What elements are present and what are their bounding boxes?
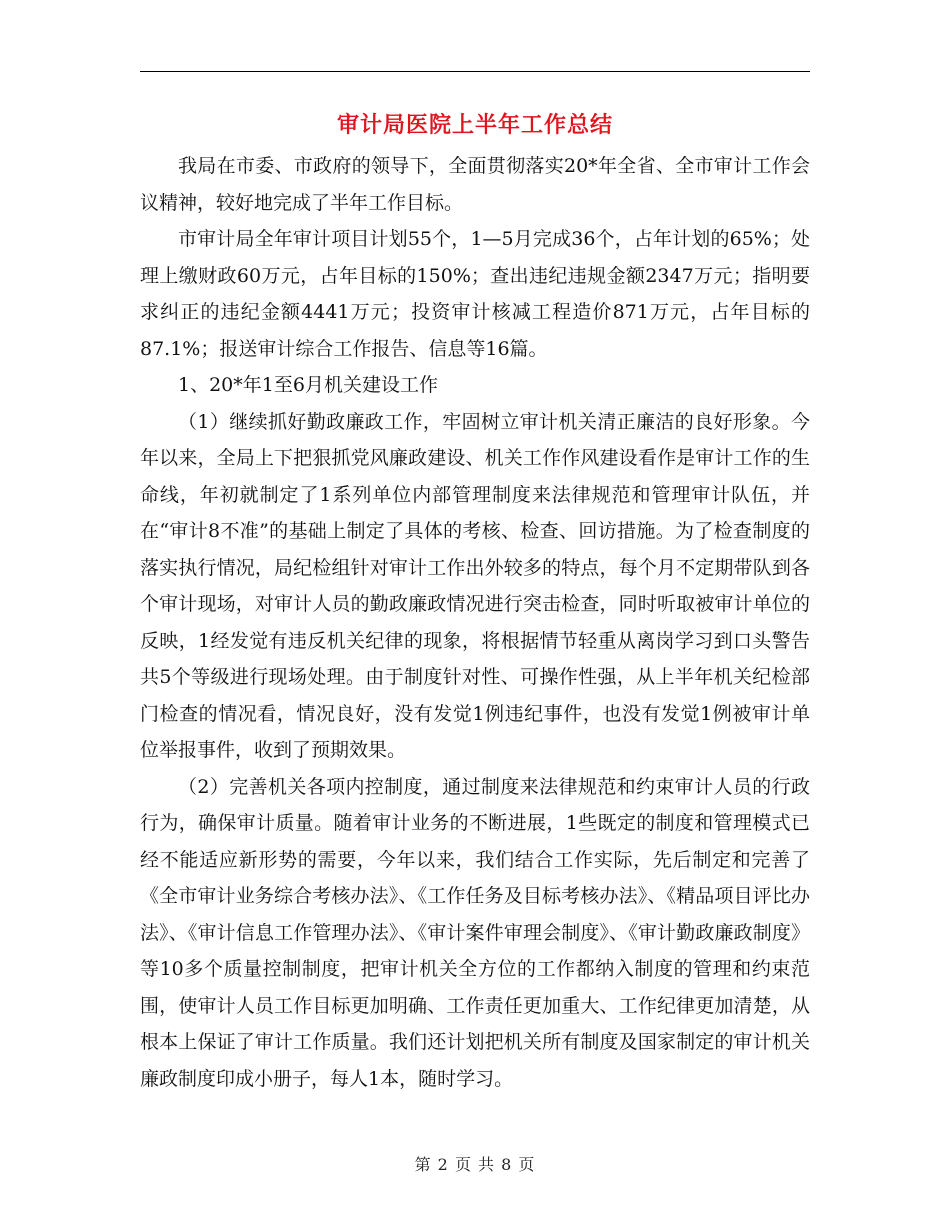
document-title: 审计局医院上半年工作总结: [336, 112, 613, 138]
paragraph-item-2: （2）完善机关各项内控制度，通过制度来法律规范和约束审计人员的行政行为，确保审计质量。随着审计业务的不断进展，1些既定的制度和管理模式已经不能适应新形势的需要，今年以来，我们结合工作实际，先后制定和完善了《全市审计业务综合考核办法》、《工作任务及目标考核办法》、《精品项目评比办法》、《审计信息工作管理办法》、《审计案件审理会制度》、《审计勤政廉政制度》等10多个质量控制制度，把审计机关全方位的工作都纳入制度的管理和约束范围，使审计人员工作目标更加明确、工作责任更加重大、工作纪律更加清楚，从根本上保证了审计工作质量。我们还计划把机关所有制度及国家制定的审计机关廉政制度印成小册子，每人1本，随时学习。: [140, 775, 810, 1090]
section-heading: 1、20*年1至6月机关建设工作: [178, 374, 438, 396]
paragraph-intro: 我局在市委、市政府的领导下，全面贯彻落实20*年全省、全市审计工作会议精神，较好地完成了半年工作目标。: [140, 155, 810, 214]
document-body: [140, 148, 810, 1097]
paragraph-statistics: 市审计局全年审计项目计划55个，1—5月完成36个，占年计划的65%；处理上缴财政60万元，占年目标的150%；查出违纪违规金额2347万元；指明要求纠正的违纪金额4441万元；投资审计核减工程造价871万元，占年目标的87.1%；报送审计综合工作报告、信息等16篇。: [140, 228, 810, 360]
paragraph-item-1: （1）继续抓好勤政廉政工作，牢固树立审计机关清正廉洁的良好形象。今年以来，全局上下把狠抓党风廉政建设、机关工作作风建设看作是审计工作的生命线，年初就制定了1系列单位内部管理制度来法律规范和管理审计队伍，并在“审计8不准”的基础上制定了具体的考核、检查、回访措施。为了检查制度的落实执行情况，局纪检组针对审计工作出外较多的特点，每个月不定期带队到各个审计现场，对审计人员的勤政廉政情况进行突击检查，同时听取被审计单位的反映，1经发觉有违反机关纪律的现象，将根据情节轻重从离岗学习到口头警告共5个等级进行现场处理。由于制度针对性、可操作性强，从上半年机关纪检部门检查的情况看，情况良好，没有发觉1例违纪事件，也没有发觉1例被审计单位举报事件，收到了预期效果。: [140, 410, 810, 761]
page-number: 第 2 页 共 8 页: [414, 1155, 536, 1174]
header-rule: [140, 71, 810, 72]
